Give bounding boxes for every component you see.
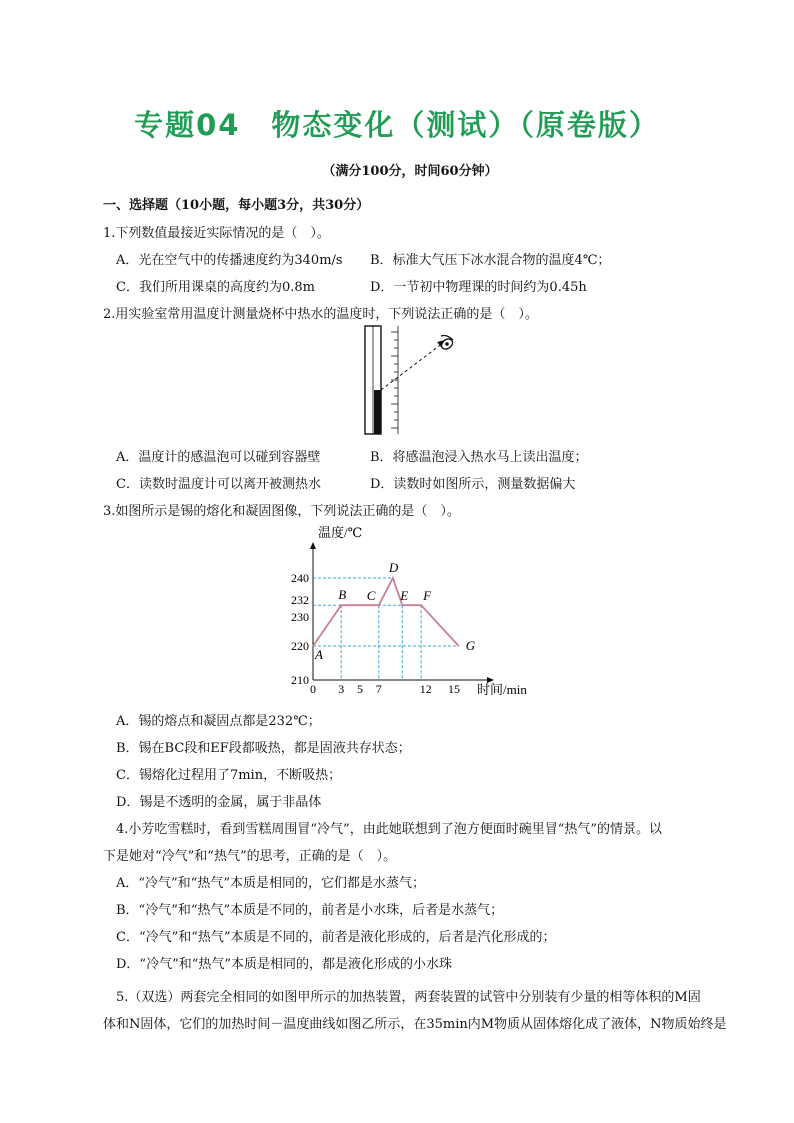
point-label-C: C xyxy=(366,588,376,604)
x-tick-label: 7 xyxy=(375,682,382,696)
y-tick-label: 220 xyxy=(291,639,309,653)
q2-option-c: C．读数时温度计可以离开被测热水 xyxy=(116,477,321,492)
y-tick-label: 240 xyxy=(291,571,309,585)
point-label-F: F xyxy=(423,588,432,604)
q4-option-b: B．“冷气”和“热气”本质是不同的，前者是小水珠，后者是水蒸气； xyxy=(116,903,504,918)
q3-option-b: B．锡在BC段和EF段都吸热，都是固液共存状态； xyxy=(116,741,411,756)
page-subtitle: （满分100分，时间60分钟） xyxy=(322,164,498,179)
series-line xyxy=(313,578,459,646)
q5-stem-line2: 体和N固体，它们的加热时间－温度曲线如图乙所示，在35min内M物质从固体熔化成了液体，N物质始终是 xyxy=(103,1017,727,1032)
q4-option-d: D．“冷气”和“热气”本质是相同的，都是液化形成的小水珠 xyxy=(116,957,453,972)
q4-stem-line1: 4.小芳吃雪糕时，看到雪糕周围冒“冷气”，由此她联想到了泡方便面时碗里冒“热气”的情景。以 xyxy=(116,822,662,837)
thermometer-scale xyxy=(391,326,398,434)
point-label-G: G xyxy=(465,638,476,653)
q2-option-b: B．将感温泡浸入热水马上读出温度； xyxy=(370,450,588,465)
y-axis-arrow xyxy=(310,542,316,549)
q1-option-d: D．一节初中物理课的时间约为0.45h xyxy=(370,280,587,295)
x-tick-label: 0 xyxy=(310,682,316,696)
q3-option-c: C．锡熔化过程用了7min，不断吸热； xyxy=(116,768,342,783)
y-tick-label: 232 xyxy=(291,593,309,608)
point-label-B: B xyxy=(338,587,347,603)
q5-stem-line1: 5.（双选）两套完全相同的如图甲所示的加热装置，两套装置的试管中分别装有少量的相等体积的M固 xyxy=(116,990,701,1005)
q2-option-d: D．读数时如图所示，测量数据偏大 xyxy=(370,477,576,492)
eye-icon xyxy=(440,336,455,352)
x-tick-label: 12 xyxy=(419,682,432,696)
y-tick-label: 230 xyxy=(291,610,309,624)
point-label-E: E xyxy=(400,588,409,604)
q1-option-c: C．我们所用课桌的高度约为0.8m xyxy=(116,280,315,295)
x-tick-label: 3 xyxy=(338,682,345,696)
x-tick-label: 15 xyxy=(448,682,460,696)
page-title: 专题04 物态变化（测试）（原卷版） xyxy=(134,108,660,142)
q3-option-a: A．锡的熔点和凝固点都是232℃； xyxy=(116,714,321,729)
y-tick-label: 210 xyxy=(291,673,309,687)
melting-curve-chart xyxy=(280,520,540,700)
q4-stem-line2: 下是她对“冷气”和“热气”的思考，正确的是（ ）。 xyxy=(103,849,397,864)
y-axis-label: 温度/℃ xyxy=(318,525,363,540)
q3-option-d: D．锡是不透明的金属，属于非晶体 xyxy=(116,795,322,810)
q2-stem: 2.用实验室常用温度计测量烧杯中热水的温度时，下列说法正确的是（ ）。 xyxy=(103,307,538,322)
q4-option-c: C．“冷气”和“热气”本质是不同的，前者是液化形成的，后者是汽化形成的； xyxy=(116,930,556,945)
q4-option-a: A．“冷气”和“热气”本质是相同的，它们都是水蒸气； xyxy=(116,876,425,891)
section-heading: 一、选择题（10小题，每小题3分，共30分） xyxy=(103,198,370,213)
q2-option-a: A．温度计的感温泡可以碰到容器壁 xyxy=(116,450,321,465)
point-label-D: D xyxy=(388,560,399,575)
point-label-A: A xyxy=(315,647,323,662)
q3-stem: 3.如图所示是锡的熔化和凝固图像，下列说法正确的是（ ）。 xyxy=(103,504,460,519)
x-tick-label: 5 xyxy=(357,682,363,696)
thermometer-figure xyxy=(355,324,465,436)
sight-line xyxy=(381,343,443,390)
q1-option-a: A．光在空气中的传播速度约为340m/s xyxy=(116,253,343,268)
q1-option-b: B．标准大气压下冰水混合物的温度4℃； xyxy=(370,253,611,268)
x-axis-label: 时间/min xyxy=(477,682,527,697)
q1-stem: 1.下列数值最接近实际情况的是（ ）。 xyxy=(103,226,330,241)
thermometer-liquid xyxy=(374,390,381,434)
